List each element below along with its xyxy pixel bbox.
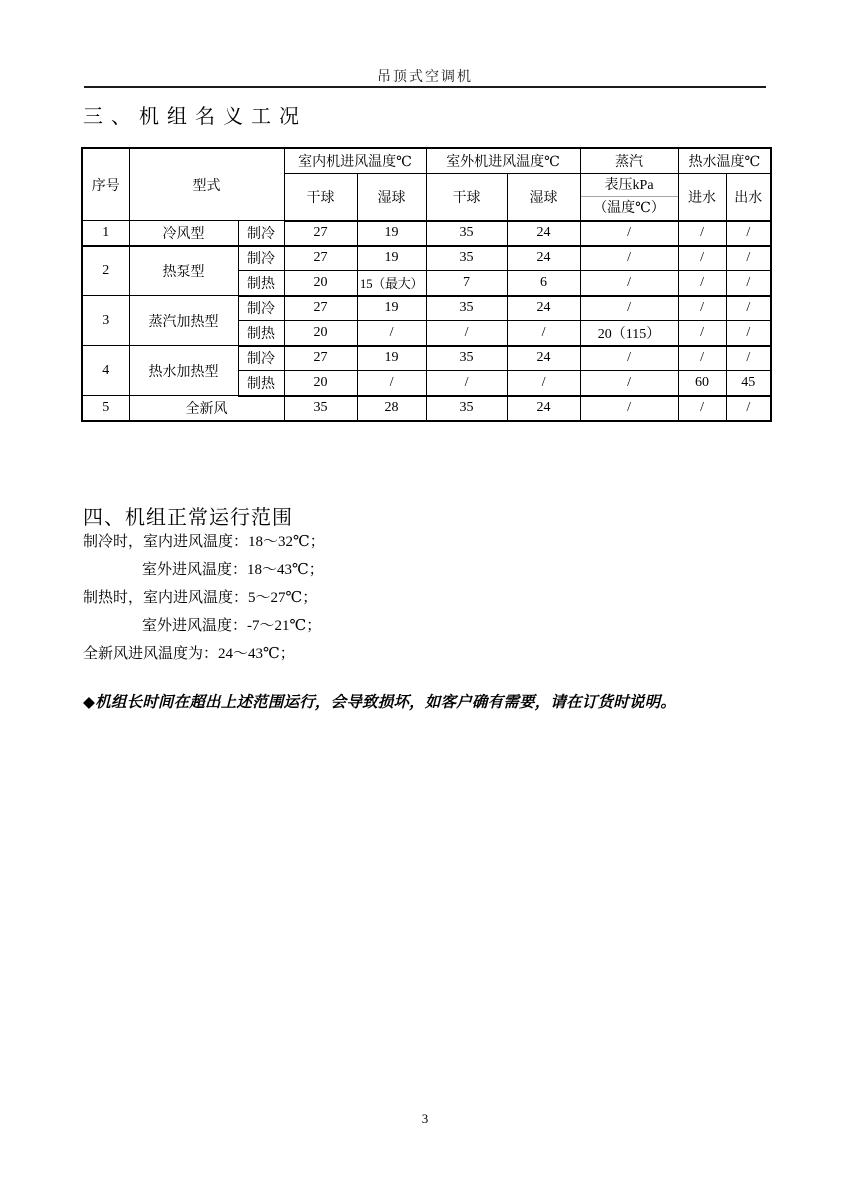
table-cell: 制热 (238, 371, 284, 396)
table-cell: / (726, 221, 771, 246)
header-cell-dry-bulb-indoor: 干球 (284, 173, 357, 221)
table-cell: / (357, 321, 426, 346)
table-cell: 3 (82, 296, 129, 346)
table-cell: / (580, 371, 678, 396)
table-cell: 5 (82, 396, 129, 421)
table-cell: 制冷 (238, 346, 284, 371)
table-cell: / (507, 371, 580, 396)
table-row (82, 296, 771, 321)
header-cell-steam: 蒸汽 (580, 148, 678, 173)
range-line-heating-outdoor: 室外进风温度：-7～21℃； (142, 618, 322, 634)
header-cell-outlet: 出水 (726, 173, 771, 221)
range-line-fresh-air: 全新风进风温度为：24～43℃； (83, 646, 295, 662)
header-cell-seq: 序号 (82, 148, 129, 221)
table-cell: 制热 (238, 271, 284, 296)
table-cell: 蒸汽加热型 (129, 296, 238, 346)
table-cell: 19 (357, 246, 426, 271)
table-cell: 24 (507, 221, 580, 246)
table-cell: / (678, 221, 726, 246)
header-cell-indoor: 室内机进风温度℃ (284, 148, 426, 173)
section3-title: 三、机组名义工况 (83, 106, 307, 128)
table-cell: / (726, 296, 771, 321)
operating-range-lines (83, 528, 325, 668)
table-cell: 19 (357, 346, 426, 371)
table-cell: 制冷 (238, 221, 284, 246)
table-cell: / (678, 296, 726, 321)
table-cell: / (580, 221, 678, 246)
table-cell: / (678, 246, 726, 271)
table-cell: 15（最大） (357, 271, 426, 296)
table-cell: 7 (426, 271, 507, 296)
range-line-heating-indoor: 制热时，室内进风温度：5～27℃； (83, 590, 318, 606)
table-cell: 制冷 (238, 246, 284, 271)
table-cell: 4 (82, 346, 129, 396)
running-header-title: 吊顶式空调机 (377, 70, 473, 85)
table-cell: 20（115） (580, 321, 678, 346)
table-cell: / (580, 396, 678, 421)
table-cell: / (580, 271, 678, 296)
table-cell: 24 (507, 296, 580, 321)
table-cell: 27 (284, 221, 357, 246)
table-cell: / (580, 246, 678, 271)
page-number: 3 (421, 1111, 429, 1126)
table-cell: 27 (284, 246, 357, 271)
table-cell: 制冷 (238, 296, 284, 321)
table-row (82, 346, 771, 371)
table-cell: / (726, 396, 771, 421)
table-cell: 35 (426, 296, 507, 321)
table-cell: 24 (507, 396, 580, 421)
range-line-cooling-outdoor: 室外进风温度：18～43℃； (142, 562, 324, 578)
table-cell: 35 (426, 221, 507, 246)
table-cell: 35 (426, 396, 507, 421)
table-cell: 19 (357, 296, 426, 321)
table-row (82, 396, 771, 421)
table-cell: 35 (284, 396, 357, 421)
table-cell: 27 (284, 346, 357, 371)
table-cell: 45 (726, 371, 771, 396)
table-cell: 35 (426, 346, 507, 371)
table-cell: / (426, 321, 507, 346)
nominal-conditions-table (81, 147, 772, 422)
header-cell-dry-bulb-outdoor: 干球 (426, 173, 507, 221)
table-cell: 制热 (238, 321, 284, 346)
table-cell: 28 (357, 396, 426, 421)
table-cell: 20 (284, 321, 357, 346)
table-cell: / (726, 321, 771, 346)
table-cell: / (678, 271, 726, 296)
table-header-row-1 (82, 148, 771, 173)
table-cell: 冷风型 (129, 221, 238, 246)
table-cell: / (726, 346, 771, 371)
section4-title: 四、机组正常运行范围 (83, 507, 293, 529)
table-cell: 6 (507, 271, 580, 296)
header-cell-inlet: 进水 (678, 173, 726, 221)
table-cell: 24 (507, 246, 580, 271)
table-cell: 20 (284, 271, 357, 296)
table-cell: 35 (426, 246, 507, 271)
warning-note: ◆机组长时间在超出上述范围运行，会导致损坏，如客户确有需要，请在订货时说明。 (83, 694, 677, 711)
table-cell: 20 (284, 371, 357, 396)
header-cell-steam-temp: （温度℃） (593, 200, 665, 216)
table-cell: 19 (357, 221, 426, 246)
header-cell-wet-bulb-outdoor: 湿球 (507, 173, 580, 221)
table-cell: / (357, 371, 426, 396)
range-line-cooling-indoor: 制冷时，室内进风温度：18～32℃； (83, 534, 325, 550)
table-cell: / (507, 321, 580, 346)
table-cell: 1 (82, 221, 129, 246)
table-cell: 全新风 (129, 396, 284, 421)
table-cell: / (678, 321, 726, 346)
header-cell-outdoor: 室外机进风温度℃ (426, 148, 580, 173)
header-cell-hot-water: 热水温度℃ (678, 148, 771, 173)
table-cell: / (580, 296, 678, 321)
header-cell-steam-sub (580, 173, 678, 221)
header-cell-steam-pressure: 表压kPa (581, 174, 678, 197)
table-cell: 热泵型 (129, 246, 238, 296)
table-row (82, 221, 771, 246)
header-rule (84, 86, 766, 88)
table-cell: / (726, 246, 771, 271)
table-cell: / (678, 346, 726, 371)
table-cell: 2 (82, 246, 129, 296)
header-cell-wet-bulb-indoor: 湿球 (357, 173, 426, 221)
table-cell: 热水加热型 (129, 346, 238, 396)
table-cell: / (426, 371, 507, 396)
table-cell: 24 (507, 346, 580, 371)
table-cell: 27 (284, 296, 357, 321)
table-row (82, 246, 771, 271)
table-cell: / (580, 346, 678, 371)
table-cell: 60 (678, 371, 726, 396)
table-cell: / (678, 396, 726, 421)
header-cell-type: 型式 (129, 148, 284, 221)
table-cell: / (726, 271, 771, 296)
